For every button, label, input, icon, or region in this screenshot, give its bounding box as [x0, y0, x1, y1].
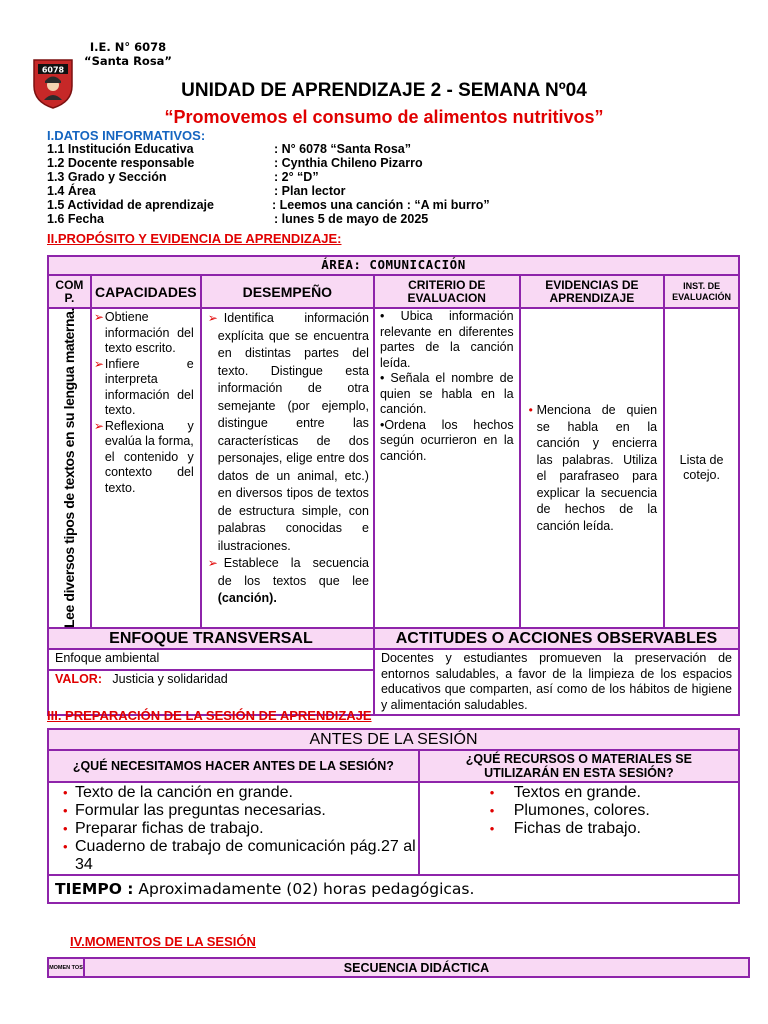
info-value: : lunes 5 de mayo de 2025	[274, 212, 429, 226]
enfoque-cell	[48, 649, 374, 715]
col-comp: COM P.	[48, 275, 91, 308]
info-value: : N° 6078 “Santa Rosa”	[274, 142, 411, 156]
info-value: : 2° “D”	[274, 170, 319, 184]
recursos-list	[419, 782, 739, 875]
info-value: : Cynthia Chileno Pizarro	[274, 156, 423, 170]
desempeno-item: ➢ Establece la secuencia de los textos que lee (canción).	[207, 556, 369, 605]
section-preparacion-heading: III. PREPARACIÓN DE LA SESIÓN DE APRENDIZAJE	[47, 708, 372, 723]
list-item: • Formular las preguntas necesarias.	[63, 802, 326, 819]
list-item: • Texto de la canción en grande.	[63, 784, 293, 801]
hacer-list	[48, 782, 419, 875]
actitudes-title: ACTITUDES O ACCIONES OBSERVABLES	[374, 628, 739, 649]
arrow-bullet-icon: ➢	[207, 556, 218, 570]
desempeno-cell	[201, 308, 374, 628]
list-item: • Plumones, colores.	[489, 802, 650, 819]
info-key: 1.2 Docente responsable	[47, 156, 195, 170]
section-datos-heading: I.DATOS INFORMATIVOS:	[47, 128, 206, 143]
capacidad-item: ➢ Obtiene información del texto escrito.	[93, 310, 194, 355]
list-item: • Preparar fichas de trabajo.	[63, 820, 264, 837]
info-key: 1.1 Institución Educativa	[47, 142, 194, 156]
bullet-icon: •	[63, 821, 68, 836]
bullet-icon: •	[63, 839, 68, 854]
info-key: 1.3 Grado y Sección	[47, 170, 167, 184]
criterio-cell	[374, 308, 520, 628]
info-key: 1.4 Área	[47, 184, 96, 198]
tiempo-text: Aproximadamente (02) horas pedagógicas.	[133, 880, 475, 898]
unit-title: UNIDAD DE APRENDIZAJE 2 - SEMANA Nº04	[181, 80, 587, 101]
col-secuencia: SECUENCIA DIDÁCTICA	[84, 958, 749, 977]
bullet-icon: •	[489, 785, 495, 800]
tiempo-label: TIEMPO :	[55, 880, 134, 898]
valor-label: VALOR:	[55, 672, 102, 686]
tiempo-row	[48, 875, 739, 903]
bullet-icon: •	[489, 803, 495, 818]
competencia-cell	[48, 308, 91, 628]
info-value: : Plan lector	[274, 184, 346, 198]
info-key: 1.5 Actividad de aprendizaje	[47, 198, 214, 212]
competencia-text: Lee diversos tipos de textos en su lengua materna.	[61, 308, 78, 628]
school-name	[78, 40, 178, 68]
arrow-bullet-icon: ➢	[207, 311, 218, 325]
school-number: I.E. N° 6078	[89, 40, 167, 54]
list-item: • Fichas de trabajo.	[489, 820, 641, 837]
evidencia-item: • Menciona de quien se habla en la canción y encierra las palabras. Utiliza el parafraseo para explicar la secuencia de hechos de la canción leída.	[528, 403, 658, 533]
col-momentos: MOMEN TOS	[48, 958, 84, 977]
instrumento-cell: Lista de cotejo.	[664, 308, 739, 628]
session-title: “Promovemos el consumo de alimentos nutritivos”	[164, 107, 604, 127]
info-value: : Leemos una canción : “A mi burro”	[272, 198, 490, 212]
bullet-icon: •	[63, 785, 68, 800]
valor-row	[49, 671, 373, 690]
arrow-bullet-icon: ➢	[93, 418, 104, 433]
desempeno-item: ➢ Identifica información explícita que se encuentra en distintas partes del texto. Distingue esta información de otra semejante (por ejemplo, distingue entre las características de dos personajes, elige entre dos datos de un animal, etc.) en diversos tipos de textos de estructura simple, con palabras conocidas e ilustraciones.	[207, 311, 369, 553]
criterio-item: •Ordena los hechos según ocurrieron en la canción.	[379, 417, 514, 463]
capacidad-item: ➢ Reflexiona y evalúa la forma, el contenido y contexto del texto.	[93, 418, 194, 495]
col-criterio: CRITERIO DE EVALUACION	[374, 275, 520, 308]
antes-title: ANTES DE LA SESIÓN	[48, 729, 739, 750]
criterio-item: • Ubica información relevante en diferentes partes de la canción leída.	[379, 309, 514, 370]
enfoque-text: Enfoque ambiental	[49, 650, 373, 671]
bullet-icon: •	[489, 821, 495, 836]
arrow-bullet-icon: ➢	[93, 310, 104, 324]
col-capacidades: CAPACIDADES	[91, 275, 201, 308]
q-recursos: ¿QUÉ RECURSOS O MATERIALES SE UTILIZARÁN EN ESTA SESIÓN?	[419, 750, 739, 782]
list-item: • Textos en grande.	[489, 784, 641, 801]
info-key: 1.6 Fecha	[47, 212, 104, 226]
criterio-item: • Señala el nombre de quien se habla en la canción.	[379, 371, 514, 416]
school-saint: “Santa Rosa”	[84, 54, 172, 68]
col-desempeno: DESEMPEÑO	[201, 275, 374, 308]
enfoque-title: ENFOQUE TRANSVERSAL	[48, 628, 374, 649]
col-inst: INST. DE EVALUACIÓN	[664, 275, 739, 308]
capacidades-cell	[91, 308, 201, 628]
capacidad-item: ➢ Infiere e interpreta información del texto.	[93, 356, 194, 417]
q-hacer: ¿QUÉ NECESITAMOS HACER ANTES DE LA SESIÓN?	[48, 750, 419, 782]
preparacion-table	[47, 728, 740, 904]
list-item: • Cuaderno de trabajo de comunicación pág.27 al 34	[63, 838, 416, 873]
arrow-bullet-icon: ➢	[93, 356, 104, 371]
momentos-table	[47, 957, 750, 978]
bullet-icon: •	[63, 803, 68, 818]
area-title: ÁREA: COMUNICACIÓN	[48, 256, 739, 275]
evidencia-cell	[520, 308, 665, 628]
logo-text: 6078	[41, 65, 65, 75]
bullet-icon: •	[528, 403, 533, 417]
col-evidencias: EVIDENCIAS DE APRENDIZAJE	[520, 275, 665, 308]
proposito-table	[47, 255, 740, 716]
actitudes-text: Docentes y estudiantes promueven la preservación de entornos saludables, a favor de la limpieza de los espacios educativos que comparten, así como de los hábitos de higiene y alimentación saludables.	[374, 649, 739, 715]
section-proposito-heading: II.PROPÓSITO Y EVIDENCIA DE APRENDIZAJE:	[47, 231, 342, 246]
valor-text: Justicia y solidaridad	[112, 672, 228, 686]
section-momentos-heading: IV.MOMENTOS DE LA SESIÓN	[70, 934, 256, 949]
